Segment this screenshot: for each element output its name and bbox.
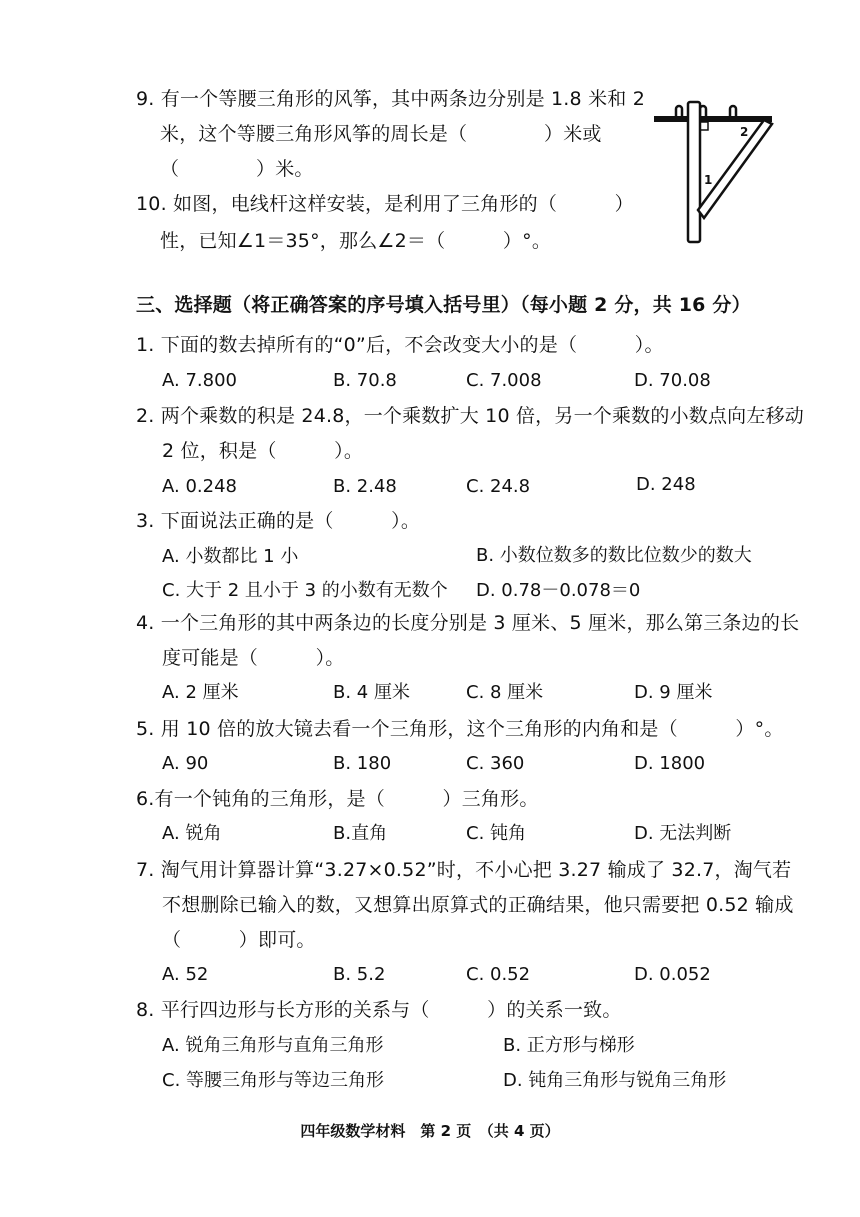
question-5-option-a: A. 90: [162, 753, 209, 774]
question-4-line-2: 度可能是（ ）。: [162, 647, 345, 669]
question-6-option-c: C. 钝角: [466, 823, 527, 844]
insulator: [730, 106, 736, 116]
q9-line-2: 米，这个等腰三角形风筝的周长是（ ）米或: [160, 123, 602, 145]
question-6-option-b: B.直角: [333, 823, 388, 844]
question-4-line-1: 4. 一个三角形的其中两条边的长度分别是 3 厘米、5 厘米，那么第三条边的长: [136, 612, 800, 634]
question-4-option-b: B. 4 厘米: [333, 682, 410, 703]
question-1-option-d: D. 70.08: [634, 370, 711, 391]
question-3-option-c: C. 大于 2 且小于 3 的小数有无数个: [162, 580, 448, 601]
question-4-option-d: D. 9 厘米: [634, 682, 713, 703]
question-2-option-b: B. 2.48: [333, 476, 397, 497]
question-3-text: 3. 下面说法正确的是（ ）。: [136, 510, 421, 532]
question-7-line-1: 7. 淘气用计算器计算“3.27×0.52”时，不小心把 3.27 输成了 32.7，淘气若: [136, 859, 792, 881]
page-footer: 四年级数学材料 第 2 页 （共 4 页）: [300, 1122, 560, 1140]
question-7-option-a: A. 52: [162, 964, 209, 985]
question-3-option-a: A. 小数都比 1 小: [162, 546, 299, 567]
question-8-option-d: D. 钝角三角形与锐角三角形: [503, 1070, 727, 1091]
question-4-option-a: A. 2 厘米: [162, 682, 239, 703]
pole: [688, 102, 700, 242]
crossbar: [654, 116, 772, 122]
question-1-option-a: A. 7.800: [162, 370, 237, 391]
question-5-text: 5. 用 10 倍的放大镜去看一个三角形，这个三角形的内角和是（ ）°。: [136, 718, 784, 740]
question-8-option-b: B. 正方形与梯形: [503, 1035, 635, 1056]
question-7-line-2: 不想删除已输入的数，又想算出原算式的正确结果，他只需要把 0.52 输成: [162, 894, 794, 916]
question-1-option-c: C. 7.008: [466, 370, 542, 391]
question-7-line-3: （ ）即可。: [162, 929, 316, 951]
question-2-line-1: 2. 两个乘数的积是 24.8，一个乘数扩大 10 倍，另一个乘数的小数点向左移动: [136, 405, 804, 427]
question-1-option-b: B. 70.8: [333, 370, 397, 391]
question-5-option-d: D. 1800: [634, 753, 706, 774]
q9-line-1: 9. 有一个等腰三角形的风筝，其中两条边分别是 1.8 米和 2: [136, 88, 645, 110]
question-6-text: 6.有一个钝角的三角形，是（ ）三角形。: [136, 788, 539, 810]
diagonal-brace: [698, 120, 772, 218]
question-5-option-b: B. 180: [333, 753, 392, 774]
q9-line-3: （ ）米。: [160, 158, 314, 180]
section-3-title: 三、选择题（将正确答案的序号填入括号里）（每小题 2 分，共 16 分）: [136, 294, 751, 316]
question-5-option-c: C. 360: [466, 753, 525, 774]
utility-pole-diagram: [650, 98, 780, 246]
angle-2-label: 2: [740, 125, 749, 139]
question-3-option-b: B. 小数位数多的数比位数少的数大: [476, 545, 752, 566]
question-2-line-2: 2 位，积是（ ）。: [162, 440, 364, 462]
question-2-option-a: A. 0.248: [162, 476, 237, 497]
angle-1-label: 1: [704, 173, 713, 187]
question-2-option-c: C. 24.8: [466, 476, 531, 497]
question-6-option-d: D. 无法判断: [634, 823, 732, 844]
question-3-option-d: D. 0.78－0.078＝0: [476, 580, 641, 601]
utility-pole-figure: [650, 98, 780, 246]
q10-line-2: 性，已知∠1＝35°，那么∠2＝（ ）°。: [160, 230, 552, 252]
question-1-text: 1. 下面的数去掉所有的“0”后，不会改变大小的是（ ）。: [136, 334, 664, 356]
question-8-text: 8. 平行四边形与长方形的关系与（ ）的关系一致。: [136, 999, 622, 1021]
question-4-option-c: C. 8 厘米: [466, 682, 544, 703]
q10-line-1: 10. 如图，电线杆这样安装，是利用了三角形的（ ）: [136, 193, 634, 215]
question-7-option-c: C. 0.52: [466, 964, 531, 985]
question-8-option-a: A. 锐角三角形与直角三角形: [162, 1035, 384, 1056]
question-6-option-a: A. 锐角: [162, 823, 222, 844]
question-8-option-c: C. 等腰三角形与等边三角形: [162, 1070, 385, 1091]
insulator: [676, 106, 682, 116]
question-7-option-d: D. 0.052: [634, 964, 711, 985]
question-7-option-b: B. 5.2: [333, 964, 386, 985]
question-2-option-d: D. 248: [636, 474, 696, 495]
